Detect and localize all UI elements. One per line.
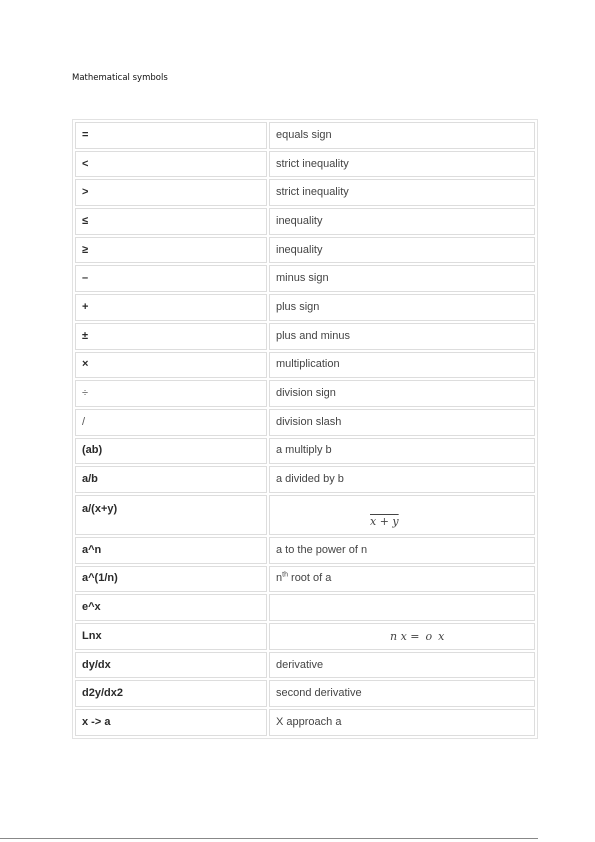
- description-cell: division slash: [269, 409, 535, 436]
- description-cell: plus and minus: [269, 323, 535, 350]
- table-row: [75, 237, 535, 264]
- table-row: [75, 265, 535, 292]
- table-row: [75, 323, 535, 350]
- table-row: [75, 352, 535, 379]
- description-cell: a divided by b: [269, 466, 535, 493]
- description-cell: plus sign: [269, 294, 535, 321]
- description-cell: a to the power of n: [269, 537, 535, 564]
- table-row: [75, 208, 535, 235]
- symbol-cell: d2y/dx2: [75, 680, 267, 707]
- description-cell: second derivative: [269, 680, 535, 707]
- symbol-cell: x -> a: [75, 709, 267, 736]
- symbol-cell: a^n: [75, 537, 267, 564]
- symbol-cell: a^(1/n): [75, 566, 267, 593]
- symbols-table: [72, 119, 538, 739]
- description-cell: strict inequality: [269, 179, 535, 206]
- description-cell: [269, 566, 535, 593]
- footer-divider: [0, 838, 538, 839]
- description-cell: minus sign: [269, 265, 535, 292]
- table-row: [75, 495, 535, 535]
- table-row: [75, 566, 535, 593]
- symbol-cell: ≤: [75, 208, 267, 235]
- description-cell: equals sign: [269, 122, 535, 149]
- symbol-cell: =: [75, 122, 267, 149]
- symbol-cell: ±: [75, 323, 267, 350]
- symbol-cell: –: [75, 265, 267, 292]
- table-row: [75, 652, 535, 679]
- description-cell: [269, 594, 535, 621]
- table-row: [75, 294, 535, 321]
- nth-prefix: n: [276, 572, 283, 585]
- description-cell: a multiply b: [269, 438, 535, 465]
- ln-formula-cell: [269, 623, 535, 650]
- nth-superscript: th: [282, 571, 288, 579]
- symbol-cell: <: [75, 151, 267, 178]
- table-row: [75, 179, 535, 206]
- symbol-cell: a/(x+y): [75, 495, 267, 535]
- table-row: [75, 709, 535, 736]
- symbol-cell: e^x: [75, 594, 267, 621]
- table-row: [75, 680, 535, 707]
- table-row: [75, 466, 535, 493]
- table-row: [75, 594, 535, 621]
- description-cell: multiplication: [269, 352, 535, 379]
- table-row: [75, 438, 535, 465]
- symbol-cell: +: [75, 294, 267, 321]
- symbol-cell: dy/dx: [75, 652, 267, 679]
- table-row: [75, 151, 535, 178]
- nth-suffix: root of a: [287, 572, 332, 585]
- description-cell: derivative: [269, 652, 535, 679]
- symbol-cell: ×: [75, 352, 267, 379]
- symbol-cell: ÷: [75, 380, 267, 407]
- denominator-formula: x + y: [370, 514, 399, 528]
- description-cell: division sign: [269, 380, 535, 407]
- table-row: [75, 537, 535, 564]
- table-row: [75, 409, 535, 436]
- fraction-formula-cell: [269, 495, 535, 535]
- description-cell: strict inequality: [269, 151, 535, 178]
- formula-part: n x =: [390, 629, 420, 643]
- description-cell: inequality: [269, 237, 535, 264]
- symbol-cell: Lnx: [75, 623, 267, 650]
- symbol-cell: a/b: [75, 466, 267, 493]
- description-cell: X approach a: [269, 709, 535, 736]
- symbol-cell: (ab): [75, 438, 267, 465]
- table-row: [75, 623, 535, 650]
- symbol-cell: >: [75, 179, 267, 206]
- formula-part: o: [425, 629, 433, 643]
- description-cell: inequality: [269, 208, 535, 235]
- symbol-cell: ≥: [75, 237, 267, 264]
- table-row: [75, 122, 535, 149]
- formula-part: x: [438, 629, 445, 643]
- table-row: [75, 380, 535, 407]
- page-title: Mathematical symbols: [72, 73, 168, 83]
- symbol-cell: /: [75, 409, 267, 436]
